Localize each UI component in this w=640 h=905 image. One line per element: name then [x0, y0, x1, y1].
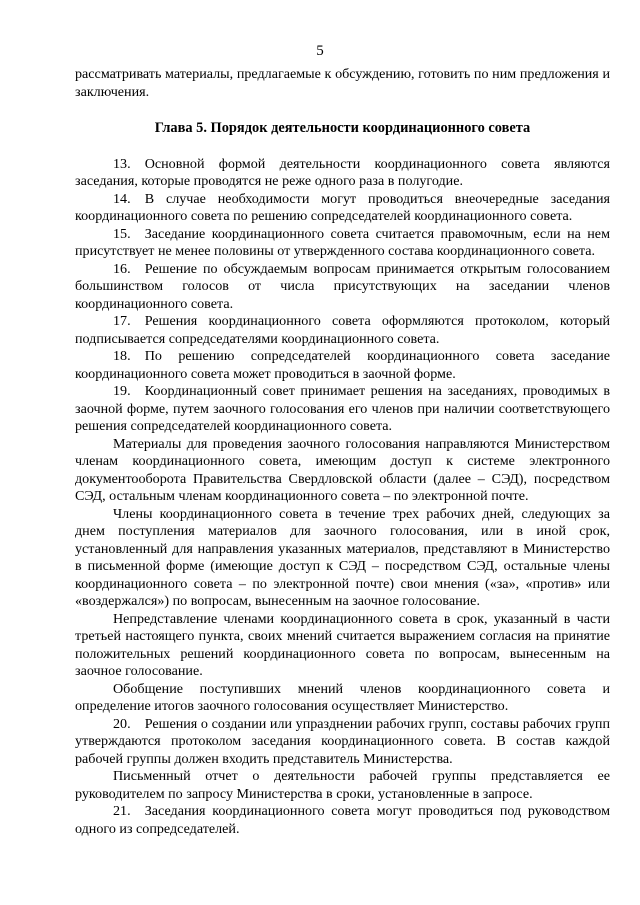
- paragraph-14: 14. В случае необходимости могут проводиться внеочередные заседания координационного совета по решению сопредседателей координационного совета.: [75, 190, 610, 224]
- paragraph-13: 13. Основной формой деятельности координационного совета являются заседания, которые проводятся не реже одного раза в полугодие.: [75, 155, 610, 189]
- chapter-title: Глава 5. Порядок деятельности координационного совета: [154, 120, 531, 136]
- paragraph-19-materials: Материалы для проведения заочного голосования направляются Министерством членам координационного совета, имеющим доступ к системе электронного документооборота Правительства Свердловской области (далее – СЭД), посредством СЭД, остальным членам координационного совета – по электронной почте.: [75, 435, 610, 504]
- paragraph-18: 18. По решению сопредседателей координационного совета заседание координационного совета может проводиться в заочной форме.: [75, 348, 610, 382]
- page-number: 5: [316, 43, 324, 59]
- intro-paragraph: рассматривать материалы, предлагаемые к обсуждению, готовить по ним предложения и заключения.: [75, 66, 610, 100]
- paragraph-19-non-submission: Непредставление членами координационного совета в срок, указанный в части третьей настоящего пункта, своих мнений считается выражением согласия на принятие положительных решений координационного совета по вопросам, вынесенным на заочное голосование.: [75, 610, 610, 679]
- paragraph-20-report: Письменный отчет о деятельности рабочей группы представляется ее руководителем по запросу Министерства в сроки, установленные в запросе.: [75, 768, 610, 802]
- paragraph-19: 19. Координационный совет принимает решения на заседаниях, проводимых в заочной форме, путем заочного голосования его членов при наличии соответствующего решения сопредседателей координационного совета.: [75, 383, 610, 434]
- paragraph-17: 17. Решения координационного совета оформляются протоколом, который подписывается сопредседателями координационного совета.: [75, 313, 610, 347]
- paragraph-15: 15. Заседание координационного совета считается правомочным, если на нем присутствует не менее половины от утвержденного состава координационного совета.: [75, 225, 610, 259]
- document-body: [75, 66, 610, 838]
- paragraph-19-members-opinions: Члены координационного совета в течение трех рабочих дней, следующих за днем поступления материалов для заочного голосования, или в иной срок, установленный для направления указанных материалов, представляют в Министерство в письменной форме (имеющие доступ к СЭД – посредством СЭД, остальные члены координационного совета – по электронной почте) свои мнения («за», «против» или «воздержался») по вопросам, вынесенным на заочное голосование.: [75, 505, 610, 609]
- paragraph-16: 16. Решение по обсуждаемым вопросам принимается открытым голосованием большинством голосов от числа присутствующих на заседании членов координационного совета.: [75, 260, 610, 312]
- paragraph-21: 21. Заседания координационного совета могут проводиться под руководством одного из сопредседателей.: [75, 803, 610, 837]
- paragraph-20: 20. Решения о создании или упразднении рабочих групп, составы рабочих групп утверждаются протоколом заседания координационного совета. В состав каждой рабочей группы должен входить представитель Министерства.: [75, 715, 610, 767]
- paragraph-19-summary: Обобщение поступивших мнений членов координационного совета и определение итогов заочного голосования осуществляет Министерство.: [75, 680, 610, 714]
